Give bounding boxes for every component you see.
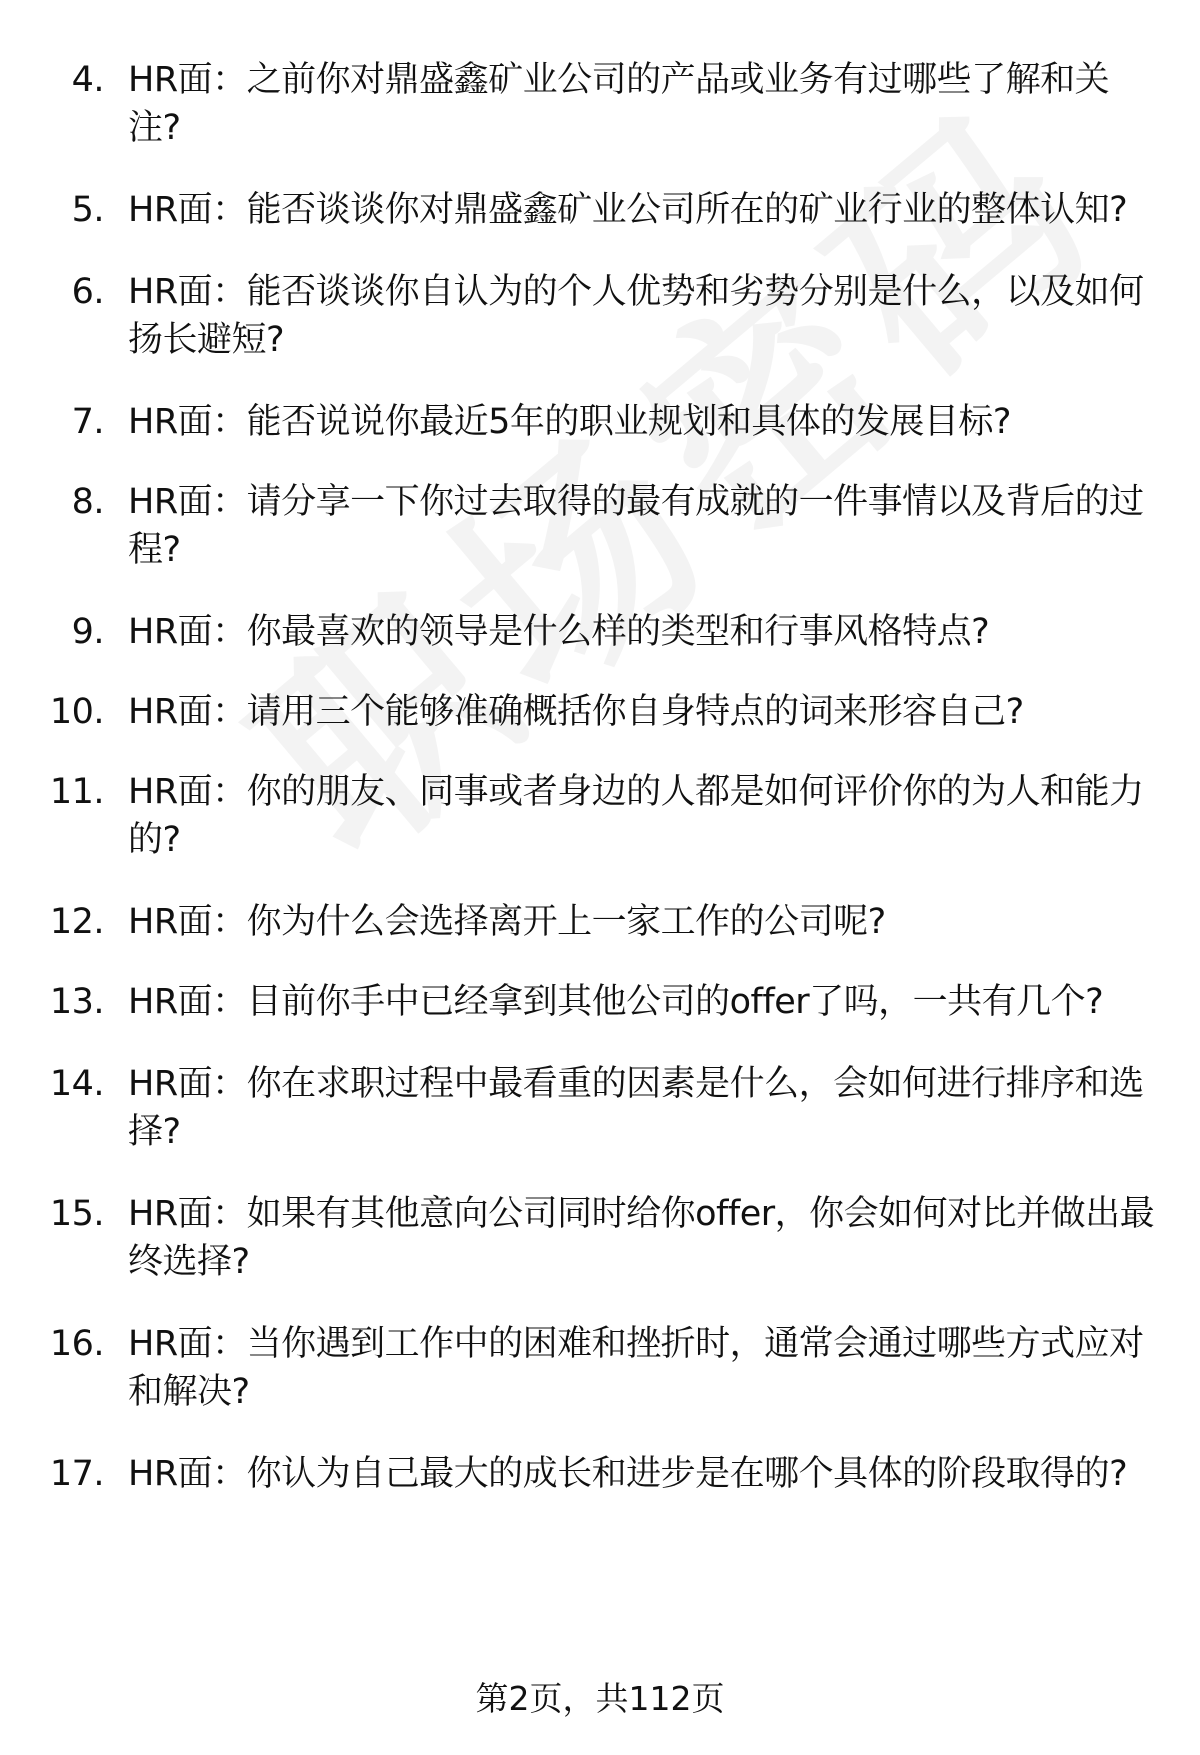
item-number: 11. [49, 772, 104, 812]
item-text: HR面：如果有其他意向公司同时给你offer，你会如何对比并做出最终选择? [128, 1194, 1155, 1282]
item-text: HR面：你认为自己最大的成长和进步是在哪个具体的阶段取得的? [128, 1454, 1128, 1494]
item-number: 16. [49, 1324, 104, 1364]
item-text: HR面：之前你对鼎盛鑫矿业公司的产品或业务有过哪些了解和关注? [128, 60, 1110, 148]
item-number: 14. [49, 1064, 104, 1104]
list-item [0, 978, 1158, 1026]
list-item [0, 56, 1158, 152]
item-text: HR面：请用三个能够准确概括你自身特点的词来形容自己? [128, 692, 1024, 732]
list-item [0, 608, 1158, 656]
list-item [0, 688, 1158, 736]
item-number: 17. [49, 1454, 104, 1494]
list-item [0, 768, 1158, 864]
item-number: 6. [71, 272, 104, 312]
question-list [0, 56, 1200, 1532]
page-footer: 第2页，共112页 [475, 1679, 725, 1718]
item-number: 12. [49, 902, 104, 942]
item-text: HR面：你在求职过程中最看重的因素是什么，会如何进行排序和选择? [128, 1064, 1144, 1152]
item-text: HR面：你的朋友、同事或者身边的人都是如何评价你的为人和能力的? [128, 772, 1144, 860]
list-item [0, 398, 1158, 446]
list-item [0, 268, 1158, 364]
item-number: 4. [71, 60, 104, 100]
list-item [0, 186, 1158, 234]
list-item [0, 478, 1158, 574]
list-item [0, 1450, 1158, 1498]
item-text: HR面：目前你手中已经拿到其他公司的offer了吗，一共有几个? [128, 982, 1104, 1022]
item-number: 10. [49, 692, 104, 732]
item-text: HR面：请分享一下你过去取得的最有成就的一件事情以及背后的过程? [128, 482, 1144, 570]
item-text: HR面：你最喜欢的领导是什么样的类型和行事风格特点? [128, 612, 990, 652]
item-text: HR面：能否谈谈你自认为的个人优势和劣势分别是什么，以及如何扬长避短? [128, 272, 1144, 360]
item-text: HR面：当你遇到工作中的困难和挫折时，通常会通过哪些方式应对和解决? [128, 1324, 1144, 1412]
item-number: 9. [71, 612, 104, 652]
item-number: 15. [49, 1194, 104, 1234]
item-text: HR面：能否谈谈你对鼎盛鑫矿业公司所在的矿业行业的整体认知? [128, 190, 1128, 230]
item-number: 7. [71, 402, 104, 442]
item-text: HR面：能否说说你最近5年的职业规划和具体的发展目标? [128, 402, 1011, 442]
list-item [0, 898, 1158, 946]
list-item [0, 1060, 1158, 1156]
list-item [0, 1190, 1158, 1286]
item-text: HR面：你为什么会选择离开上一家工作的公司呢? [128, 902, 886, 942]
item-number: 5. [71, 190, 104, 230]
item-number: 13. [49, 982, 104, 1022]
item-number: 8. [71, 482, 104, 522]
list-item [0, 1320, 1158, 1416]
